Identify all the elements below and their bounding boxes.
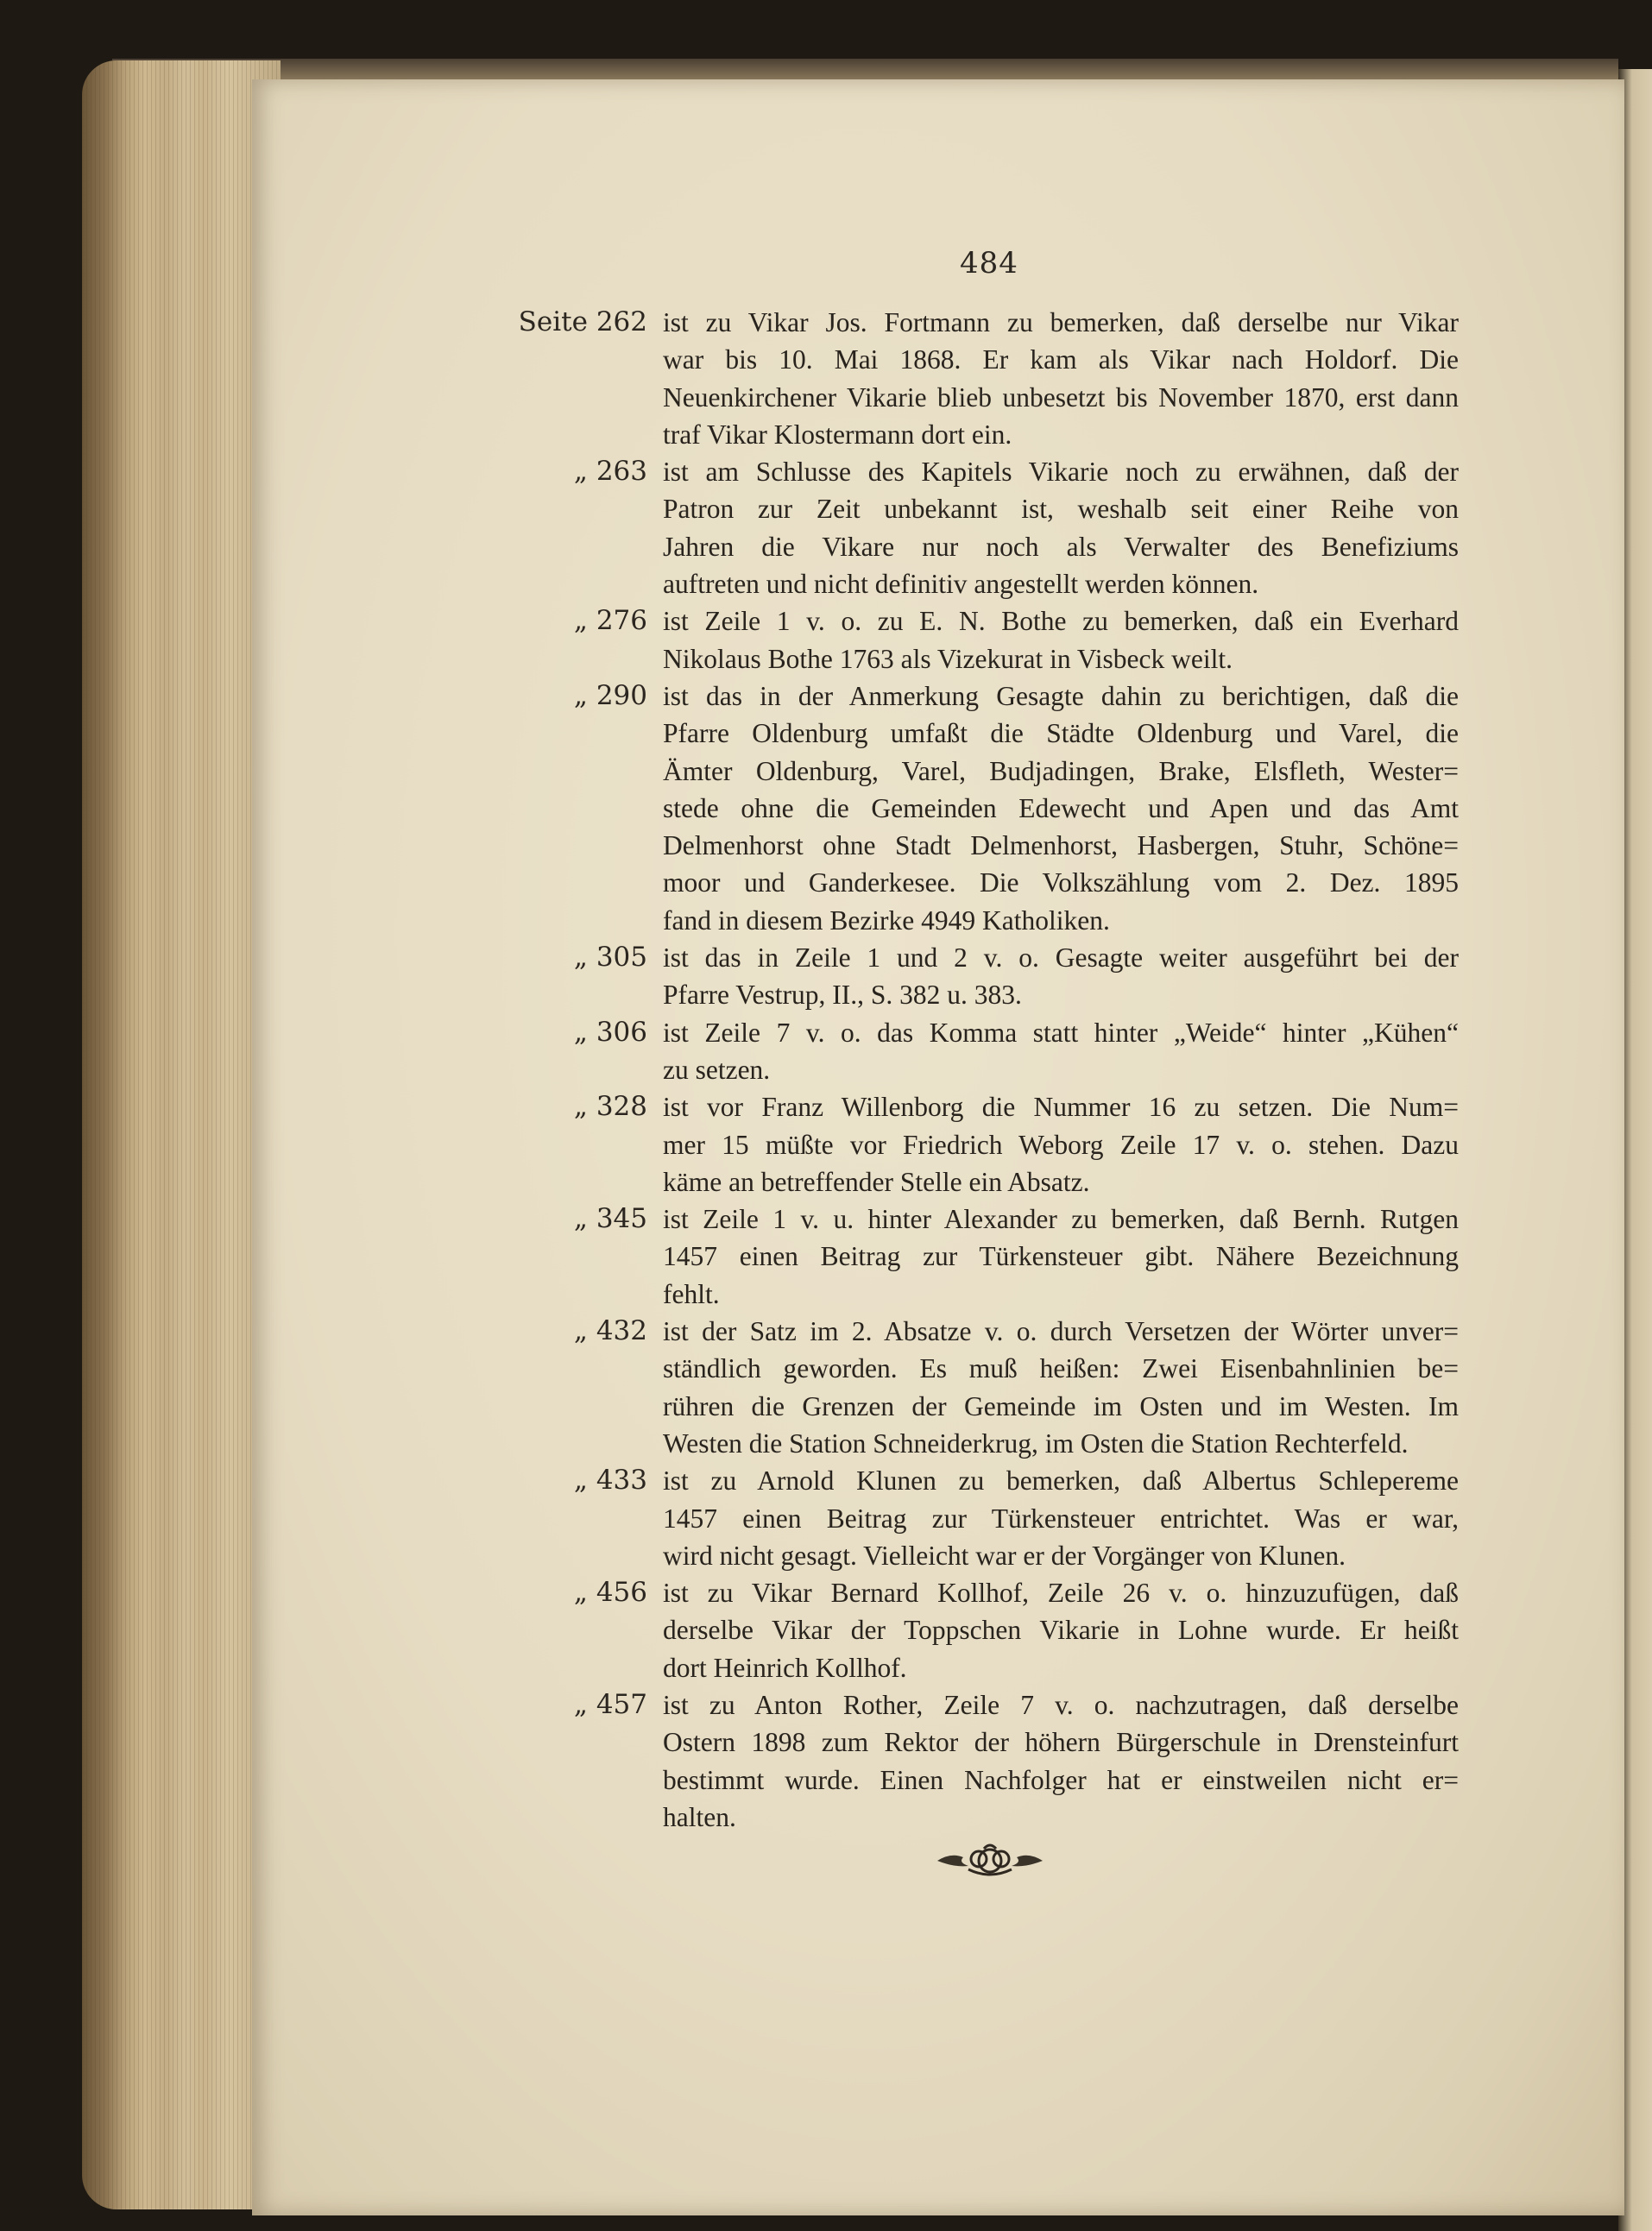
entry-line: Neuenkirchener Vikarie blieb unbesetzt bis November 1870, erst dann — [663, 381, 1459, 413]
entry-line: ist das in der Anmerkung Gesagte dahin zu berichtigen, daß die — [663, 680, 1459, 711]
entry-text — [647, 939, 1459, 1014]
entry-line: auftreten und nicht definitiv angestellt werden können. — [663, 569, 1259, 600]
entry-text — [647, 1201, 1459, 1313]
entry-page-ref: „ 456 — [573, 1577, 647, 1609]
entry-line: ist vor Franz Willenborg die Nummer 16 zu setzen. Die Num= — [663, 1092, 1459, 1123]
errata-entry — [518, 939, 1459, 1014]
errata-entry — [518, 453, 1459, 602]
entry-line: 1457 einen Beitrag zur Türkensteuer entrichtet. Was er war, — [663, 1503, 1459, 1534]
entry-line: ist Zeile 1 v. o. zu E. N. Bothe zu bemerken, daß ein Everhard — [663, 606, 1459, 637]
entry-line: Jahren die Vikare nur noch als Verwalter des Benefiziums — [663, 531, 1459, 562]
entry-line: Pfarre Oldenburg umfaßt die Städte Oldenburg und Varel, die — [663, 718, 1459, 749]
errata-list — [518, 304, 1459, 1836]
errata-entry — [518, 304, 1459, 453]
entry-line: stede ohne die Gemeinden Edewecht und Apen und das Amt — [663, 792, 1459, 823]
entry-text — [647, 1088, 1459, 1201]
entry-line: ist zu Vikar Bernard Kollhof, Zeile 26 v. o. hinzuzufügen, daß — [663, 1578, 1459, 1609]
entry-page-ref: „ 290 — [573, 679, 647, 711]
entry-line: Nikolaus Bothe 1763 als Vizekurat in Visbeck weilt. — [663, 643, 1233, 674]
entry-line: Ostern 1898 zum Rektor der höhern Bürgerschule in Drensteinfurt — [663, 1727, 1459, 1758]
entry-line: ist das in Zeile 1 und 2 v. o. Gesagte weiter ausgeführt bei der — [663, 942, 1459, 974]
entry-text — [647, 304, 1459, 453]
entry-line: Pfarre Vestrup, II., S. 382 u. 383. — [663, 980, 1022, 1011]
entry-line: ist Zeile 1 v. u. hinter Alexander zu bemerken, daß Bernh. Rutgen — [663, 1204, 1459, 1235]
entry-page-ref: „ 328 — [573, 1091, 647, 1123]
entry-line: ist Zeile 7 v. o. das Komma statt hinter „Weide“ hinter „Kühen“ — [663, 1017, 1459, 1048]
errata-entry — [518, 1313, 1459, 1462]
entry-line: Ämter Oldenburg, Varel, Budjadingen, Brake, Elsfleth, Wester= — [663, 755, 1459, 786]
errata-entry — [518, 602, 1459, 677]
errata-entry — [518, 1088, 1459, 1201]
entry-page-ref: „ 306 — [573, 1016, 647, 1048]
page-number: 484 — [960, 246, 1018, 280]
entry-text — [647, 453, 1459, 602]
page-stack-edge — [82, 60, 281, 2209]
entry-line: derselbe Vikar der Toppschen Vikarie in Lohne wurde. Er heißt — [663, 1615, 1459, 1646]
entry-line: ist am Schlusse des Kapitels Vikarie noch zu erwähnen, daß der — [663, 457, 1459, 488]
entry-text — [647, 1014, 1459, 1089]
entry-text — [647, 1462, 1459, 1574]
entry-line: Patron zur Zeit unbekannt ist, weshalb seit einer Reihe von — [663, 494, 1459, 525]
floral-ornament-icon — [934, 1840, 1046, 1881]
entry-page-ref: „ 263 — [573, 456, 647, 488]
entry-line: ist der Satz im 2. Absatze v. o. durch Versetzen der Wörter unver= — [663, 1316, 1459, 1347]
entry-line: ist zu Anton Rother, Zeile 7 v. o. nachzutragen, daß derselbe — [663, 1689, 1459, 1720]
entry-line: traf Vikar Klostermann dort ein. — [663, 419, 1012, 450]
errata-entry — [518, 1201, 1459, 1313]
entry-line: zu setzen. — [663, 1054, 771, 1085]
entry-text — [647, 602, 1459, 677]
entry-text — [647, 677, 1459, 939]
entry-line: wird nicht gesagt. Vielleicht war er der Vorgänger von Klunen. — [663, 1540, 1346, 1571]
entry-line: bestimmt wurde. Einen Nachfolger hat er einstweilen nicht er= — [663, 1764, 1459, 1795]
entry-line: moor und Ganderkesee. Die Volkszählung vom 2. Dez. 1895 — [663, 867, 1459, 898]
entry-page-ref: „ 276 — [573, 605, 647, 637]
errata-entry — [518, 1014, 1459, 1089]
entry-line: ist zu Arnold Klunen zu bemerken, daß Albertus Schlepereme — [663, 1465, 1459, 1497]
entry-line: halten. — [663, 1801, 736, 1832]
entry-line: rühren die Grenzen der Gemeinde im Osten und im Westen. Im — [663, 1390, 1459, 1421]
book-top-edge — [112, 59, 1618, 81]
entry-text — [647, 1574, 1459, 1686]
entry-line: Delmenhorst ohne Stadt Delmenhorst, Hasbergen, Stuhr, Schöne= — [663, 830, 1459, 861]
errata-entry — [518, 677, 1459, 939]
entry-line: ist zu Vikar Jos. Fortmann zu bemerken, daß derselbe nur Vikar — [663, 307, 1459, 337]
entry-page-ref: „ 305 — [573, 942, 647, 974]
entry-text — [647, 1313, 1459, 1462]
entry-text — [647, 1686, 1459, 1836]
entry-page-ref: „ 457 — [573, 1688, 647, 1720]
entry-line: Westen die Station Schneiderkrug, im Osten die Station Rechterfeld. — [663, 1427, 1409, 1459]
entry-page-ref: Seite 262 — [518, 306, 647, 337]
entry-line: ständlich geworden. Es muß heißen: Zwei Eisenbahnlinien be= — [663, 1353, 1459, 1384]
entry-line: dort Heinrich Kollhof. — [663, 1652, 907, 1683]
errata-entry — [518, 1574, 1459, 1686]
errata-entry — [518, 1686, 1459, 1836]
entry-line: käme an betreffender Stelle ein Absatz. — [663, 1166, 1090, 1197]
entry-page-ref: „ 345 — [573, 1203, 647, 1235]
entry-page-ref: „ 432 — [573, 1315, 647, 1347]
errata-entry — [518, 1462, 1459, 1574]
entry-line: 1457 einen Beitrag zur Türkensteuer gibt. Nähere Bezeichnung — [663, 1241, 1459, 1272]
entry-page-ref: „ 433 — [573, 1465, 647, 1497]
entry-line: fehlt. — [663, 1278, 720, 1309]
entry-line: fand in diesem Bezirke 4949 Katholiken. — [663, 904, 1110, 936]
entry-line: war bis 10. Mai 1868. Er kam als Vikar nach Holdorf. Die — [663, 344, 1459, 375]
entry-line: mer 15 müßte vor Friedrich Weborg Zeile 17 v. o. stehen. Dazu — [663, 1129, 1459, 1160]
